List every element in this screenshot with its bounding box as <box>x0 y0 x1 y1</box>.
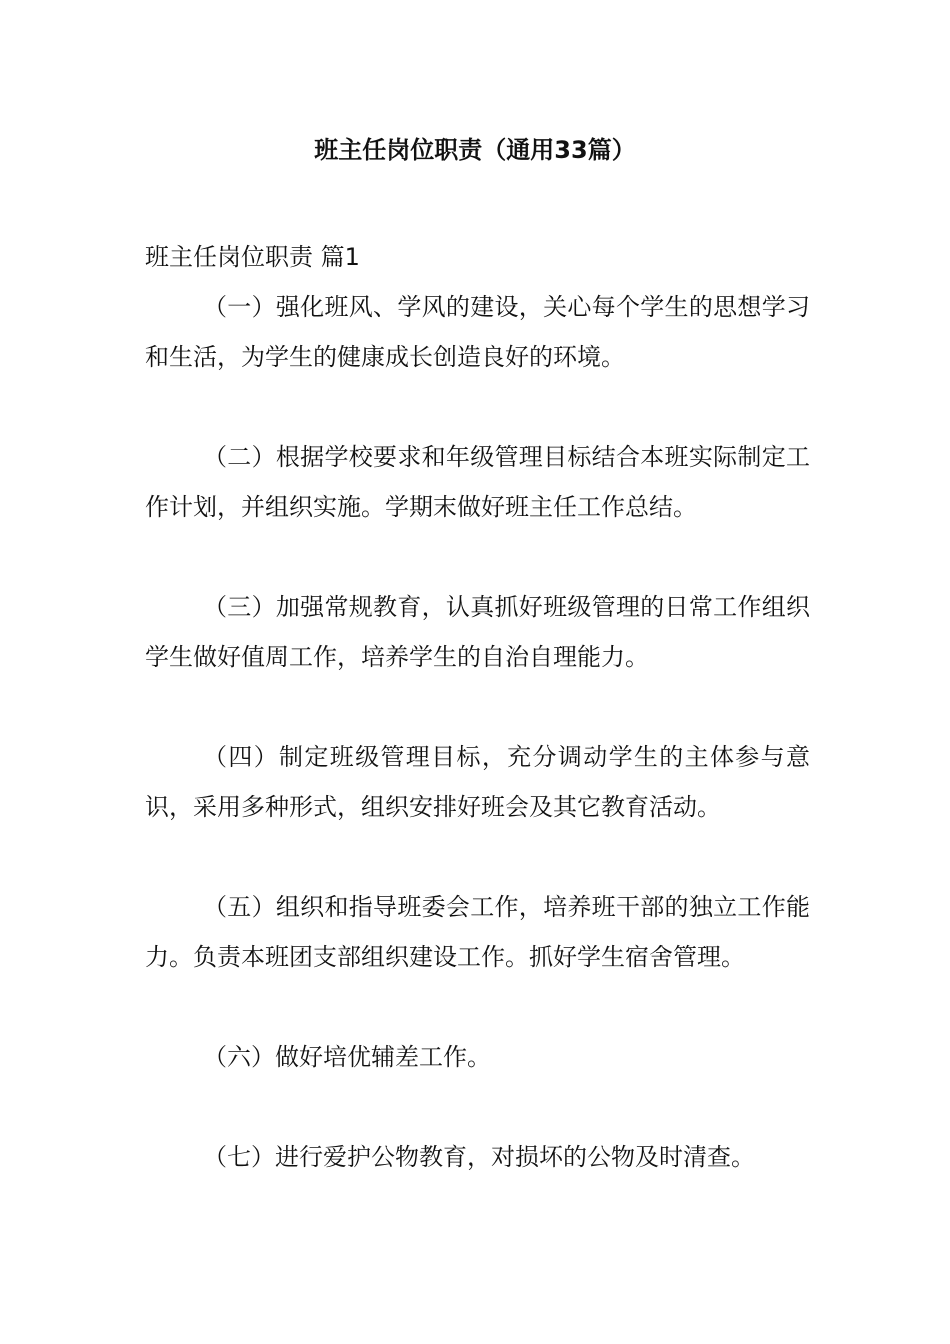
document-body <box>145 232 810 1232</box>
paragraph-1: （一）强化班风、学风的建设，关心每个学生的思想学习和生活，为学生的健康成长创造良好的环境。 <box>145 293 810 371</box>
paragraph-4: （四）制定班级管理目标，充分调动学生的主体参与意识，采用多种形式，组织安排好班会及其它教育活动。 <box>145 743 810 821</box>
paragraph-6: （六）做好培优辅差工作。 <box>203 1043 491 1071</box>
section-heading: 班主任岗位职责 篇1 <box>145 243 360 271</box>
paragraph-7: （七）进行爱护公物教育，对损坏的公物及时清查。 <box>203 1143 755 1171</box>
paragraph-2: （二）根据学校要求和年级管理目标结合本班实际制定工作计划，并组织实施。学期末做好班主任工作总结。 <box>145 443 810 521</box>
paragraph-5: （五）组织和指导班委会工作，培养班干部的独立工作能力。负责本班团支部组织建设工作。抓好学生宿舍管理。 <box>145 893 810 971</box>
paragraph-3: （三）加强常规教育，认真抓好班级管理的日常工作组织学生做好值周工作，培养学生的自治自理能力。 <box>145 593 810 671</box>
document-title: 班主任岗位职责（通用33篇） <box>314 136 636 164</box>
